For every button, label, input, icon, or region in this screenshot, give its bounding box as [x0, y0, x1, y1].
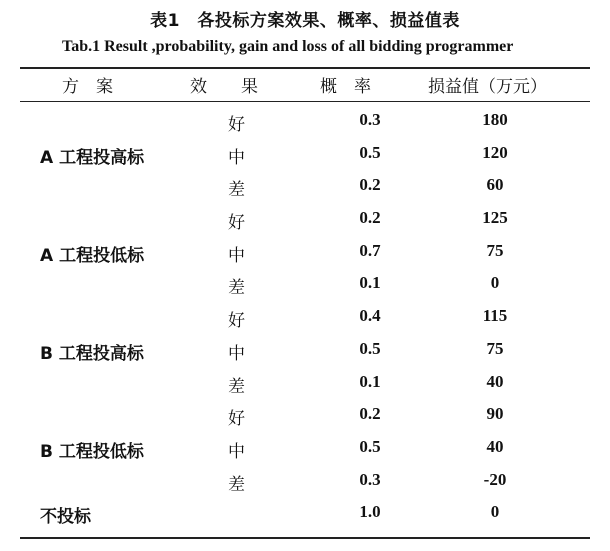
- table-row: [20, 204, 590, 237]
- table-row: [20, 171, 590, 204]
- table-title-english: Tab.1 Result ,probability, gain and loss of all bidding programmer: [62, 38, 514, 55]
- row-probability: 0.3: [359, 110, 381, 129]
- header-plan: 方 案: [62, 77, 113, 97]
- table-row: [20, 106, 590, 139]
- row-value: 115: [482, 306, 508, 326]
- row-value: 40: [486, 371, 504, 391]
- row-effect: 中: [228, 343, 245, 364]
- row-probability: 0.1: [359, 371, 381, 391]
- row-plan: 不投标: [40, 507, 91, 528]
- row-plan: A 工程投高标: [40, 147, 145, 168]
- row-probability: 0.2: [359, 208, 381, 228]
- row-effect: 好: [228, 213, 245, 234]
- row-effect: 中: [228, 245, 245, 266]
- table-row: [20, 498, 590, 531]
- table-row: [20, 335, 590, 368]
- row-probability: 0.5: [359, 338, 381, 358]
- row-probability: 0.2: [359, 404, 381, 424]
- row-probability: 0.4: [359, 306, 381, 326]
- bottom-rule: [20, 537, 590, 539]
- row-effect: 差: [228, 278, 245, 299]
- row-value: 40: [486, 436, 504, 456]
- row-effect: 差: [228, 376, 245, 397]
- row-plan: B 工程投低标: [40, 441, 144, 462]
- table-row: [20, 237, 590, 270]
- row-value: 75: [486, 338, 504, 358]
- table-row: [20, 302, 590, 335]
- row-plan: A 工程投低标: [40, 245, 145, 266]
- header-rule: [20, 101, 590, 102]
- table-row: [20, 400, 590, 433]
- table-row: [20, 466, 590, 499]
- row-probability: 0.1: [359, 273, 381, 293]
- row-probability: 0.5: [359, 142, 381, 162]
- row-effect: 好: [228, 409, 245, 430]
- row-plan: B 工程投高标: [40, 343, 144, 364]
- top-rule: [20, 67, 590, 69]
- row-value: 90: [486, 404, 504, 424]
- row-probability: 1.0: [359, 502, 381, 522]
- row-effect: 差: [228, 180, 245, 201]
- header-probability: 概 率: [320, 77, 371, 97]
- row-value: 0: [490, 273, 500, 293]
- table-body: [20, 106, 590, 531]
- table-row: [20, 269, 590, 302]
- row-value: 120: [482, 142, 508, 162]
- table-row: [20, 368, 590, 401]
- row-value: 0: [490, 502, 500, 522]
- row-value: -20: [483, 469, 507, 489]
- row-value: 125: [482, 208, 508, 228]
- row-probability: 0.5: [359, 436, 381, 456]
- table-row: [20, 433, 590, 466]
- row-probability: 0.2: [359, 175, 381, 195]
- header-value: 损益值（万元）: [428, 77, 547, 97]
- table-row: [20, 139, 590, 172]
- table-title: 表1 各投标方案效果、概率、损益值表: [150, 11, 460, 31]
- row-value: 180: [482, 110, 508, 129]
- row-effect: 好: [228, 311, 245, 332]
- row-value: 75: [486, 240, 504, 260]
- row-effect: 好: [228, 115, 245, 135]
- row-effect: 中: [228, 441, 245, 462]
- row-effect: 差: [228, 474, 245, 495]
- row-probability: 0.7: [359, 240, 381, 260]
- row-probability: 0.3: [359, 469, 381, 489]
- row-value: 60: [486, 175, 504, 195]
- table-header: [20, 72, 590, 100]
- row-effect: 中: [228, 147, 245, 168]
- header-effect: 效 果: [190, 77, 258, 97]
